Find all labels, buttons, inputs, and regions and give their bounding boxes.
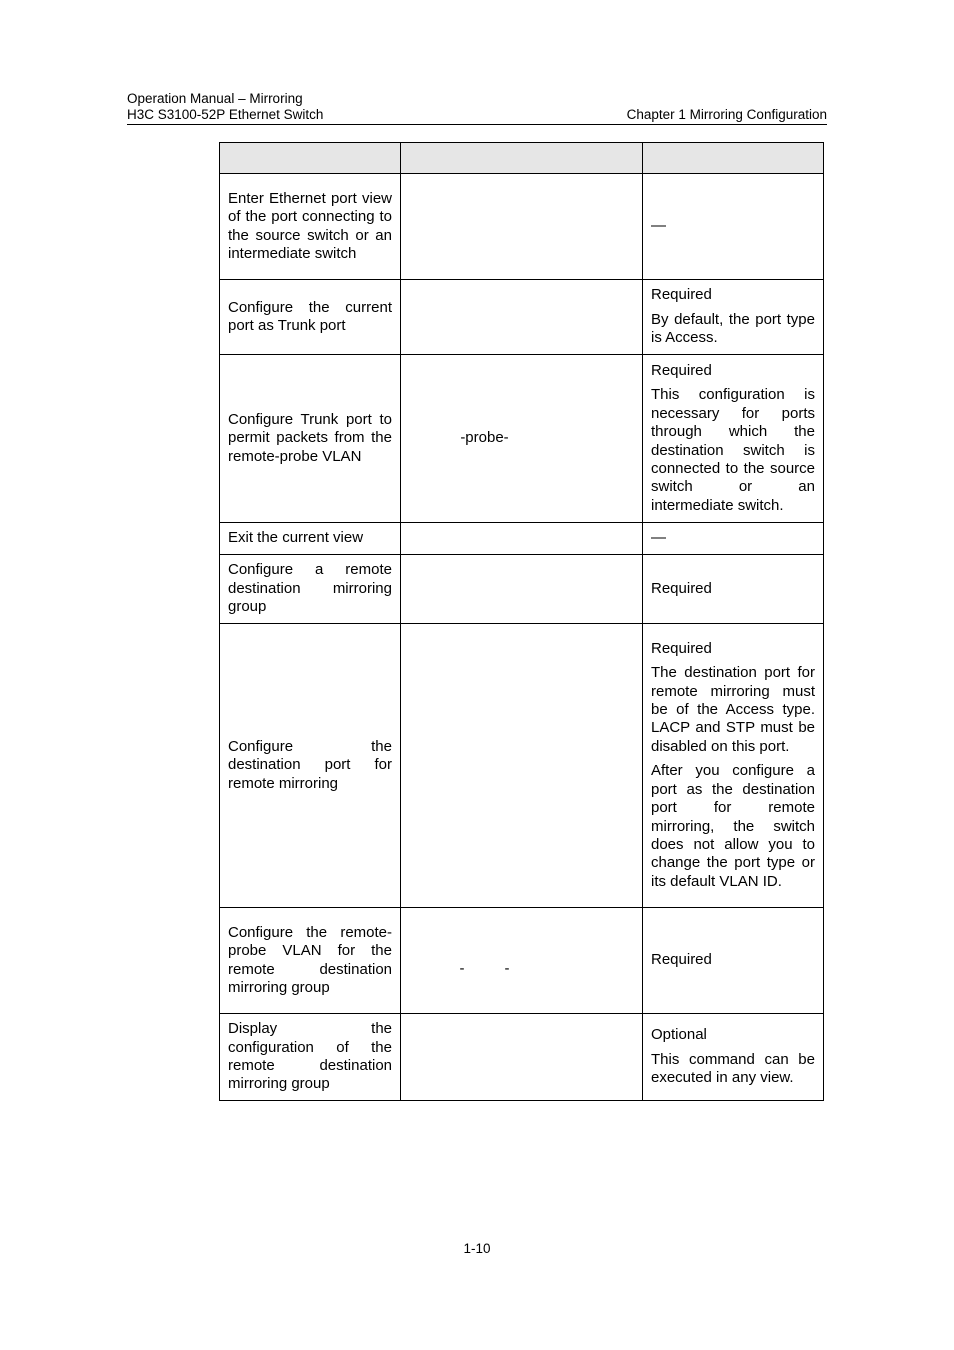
remark-text: Required <box>651 361 712 379</box>
table-row <box>220 523 824 555</box>
operation-cell: Enter Ethernet port view of the port connecting to the source switch or an intermediate switch <box>220 174 401 280</box>
header-cell-remarks <box>643 143 824 174</box>
table-row <box>220 908 824 1014</box>
operation-cell: Configure the remote-probe VLAN for the remote destination mirroring group <box>220 908 401 1014</box>
remark-text: By default, the port type is Access. <box>651 310 815 347</box>
command-fragment: -probe- <box>460 429 509 447</box>
command-cell <box>401 555 643 624</box>
operation-cell: Exit the current view <box>220 523 401 555</box>
header-chapter-title: Chapter 1 Mirroring Configuration <box>626 107 827 122</box>
operation-cell: Configure the current port as Trunk port <box>220 280 401 355</box>
command-cell <box>401 174 643 280</box>
table-header-row <box>220 143 824 174</box>
command-cell <box>401 280 643 355</box>
remark-text: Required <box>651 951 712 969</box>
table-row <box>220 280 824 355</box>
remarks-cell <box>643 555 824 624</box>
command-fragment: - <box>504 960 510 978</box>
remarks-cell <box>643 355 824 523</box>
table-row <box>220 1014 824 1101</box>
header-manual-title: Operation Manual – Mirroring <box>127 91 303 106</box>
configuration-steps-table <box>219 142 824 1101</box>
table-row <box>220 174 824 280</box>
remarks-cell <box>643 523 824 555</box>
remark-text: This command can be executed in any view. <box>651 1050 815 1087</box>
remarks-cell <box>643 280 824 355</box>
page-number: 1-10 <box>463 1241 491 1256</box>
table-row <box>220 624 824 908</box>
command-cell <box>401 355 643 523</box>
operation-cell: Configure a remote destination mirroring group <box>220 555 401 624</box>
command-fragments <box>460 960 510 978</box>
remark-text: Required <box>651 639 712 657</box>
remarks-cell <box>643 1014 824 1101</box>
remarks-cell <box>643 174 824 280</box>
remark-text: — <box>651 217 666 235</box>
command-cell <box>401 624 643 908</box>
operation-cell: Configure Trunk port to permit packets from the remote-probe VLAN <box>220 355 401 523</box>
command-cell <box>401 1014 643 1101</box>
remark-text: The destination port for remote mirroring must be of the Access type. LACP and STP must be disabled on this port. <box>651 664 815 755</box>
table-row <box>220 555 824 624</box>
header-cell-operation <box>220 143 401 174</box>
remark-text: Optional <box>651 1026 707 1044</box>
operation-cell: Display the configuration of the remote destination mirroring group <box>220 1014 401 1101</box>
header-cell-command <box>401 143 643 174</box>
command-cell <box>401 908 643 1014</box>
remark-text: — <box>651 529 666 547</box>
remark-text: This configuration is necessary for ports through which the destination switch is connected to the source switch or an intermediate switch. <box>651 386 815 514</box>
table-row <box>220 355 824 523</box>
remark-text: After you configure a port as the destination port for remote mirroring, the switch does not allow you to change the port type or its default VLAN ID. <box>651 762 815 890</box>
remark-text: Required <box>651 579 712 597</box>
remarks-cell <box>643 624 824 908</box>
remark-text: Required <box>651 286 712 304</box>
header-product-name: H3C S3100-52P Ethernet Switch <box>127 107 324 122</box>
operation-cell: Configure the destination port for remote mirroring <box>220 624 401 908</box>
command-fragment: - <box>459 960 465 978</box>
remarks-cell <box>643 908 824 1014</box>
command-cell <box>401 523 643 555</box>
header-rule <box>127 124 827 125</box>
